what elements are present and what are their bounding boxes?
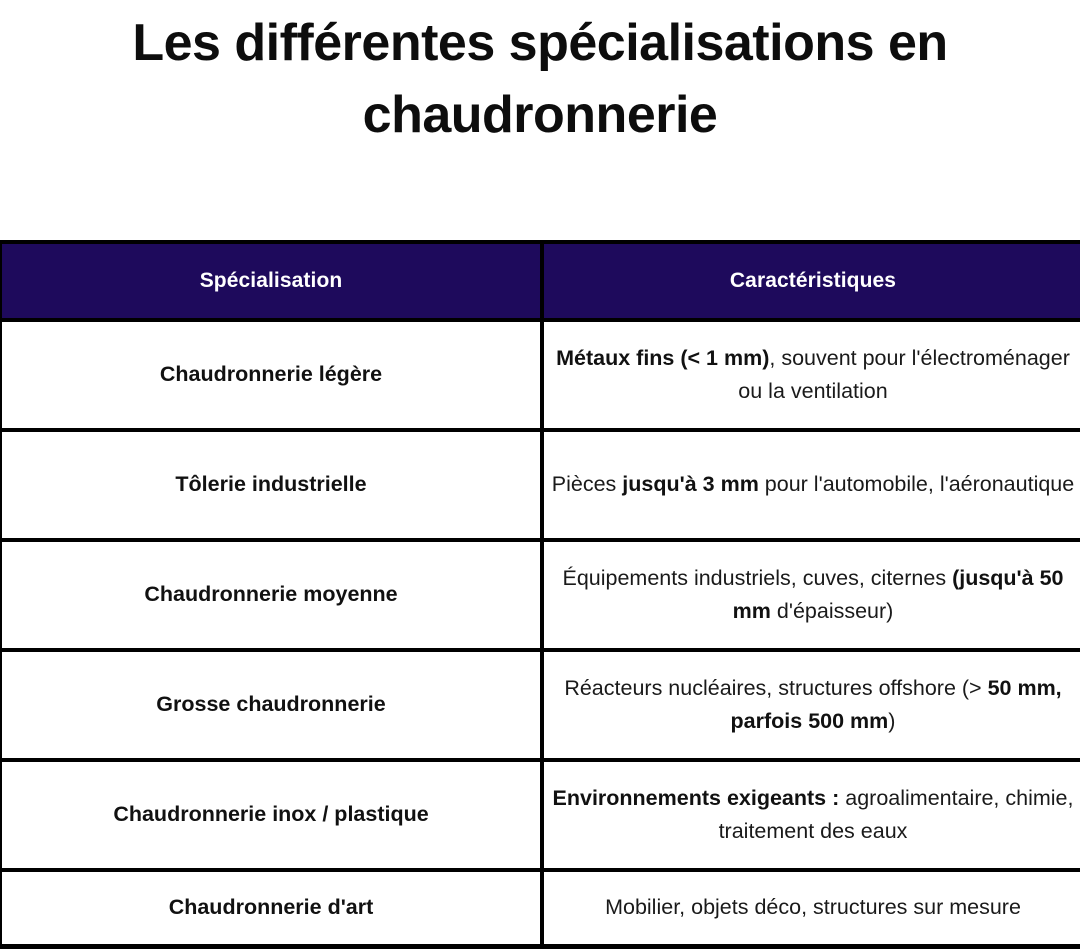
cell-specialisation: Chaudronnerie moyenne [0, 540, 542, 650]
cell-caracteristiques [542, 760, 1080, 870]
cell-specialisation: Chaudronnerie inox / plastique [0, 760, 542, 870]
emphasis-text: 50 mm, parfois 500 mm [730, 675, 1062, 733]
plain-text: ) [888, 709, 896, 733]
specializations-table-container [0, 240, 1080, 949]
table-row [0, 760, 1080, 870]
cell-caracteristiques [542, 430, 1080, 540]
plain-text: , souvent pour l'électroménager ou la ventilation [738, 345, 1070, 403]
plain-text: Réacteurs nucléaires, structures offshore (> [564, 675, 988, 700]
table-header [0, 242, 1080, 320]
cell-caracteristiques [542, 540, 1080, 650]
plain-text: Pièces [551, 472, 623, 497]
cell-caracteristiques [542, 650, 1080, 760]
emphasis-text: (jusqu'à 50 mm [732, 565, 1064, 623]
cell-specialisation: Chaudronnerie légère [0, 320, 542, 430]
column-header-specialisation: Spécialisation [0, 242, 542, 320]
emphasis-text: jusqu'à 3 mm [622, 472, 759, 497]
plain-text: agroalimentaire, chimie, traitement des eaux [718, 785, 1074, 843]
cell-specialisation: Chaudronnerie d'art [0, 870, 542, 947]
cell-specialisation: Tôlerie industrielle [0, 430, 542, 540]
table-row [0, 320, 1080, 430]
plain-text: d'épaisseur) [770, 599, 894, 623]
table-body [0, 320, 1080, 947]
table-row [0, 540, 1080, 650]
table-header-row [0, 242, 1080, 320]
table-row [0, 650, 1080, 760]
column-header-caracteristiques: Caractéristiques [542, 242, 1080, 320]
cell-caracteristiques [542, 870, 1080, 947]
cell-caracteristiques [542, 320, 1080, 430]
plain-text: Mobilier, objets déco, structures sur mesure [605, 895, 1021, 920]
table-row [0, 870, 1080, 947]
specializations-table [0, 240, 1080, 949]
emphasis-text: Métaux fins (< 1 mm) [556, 345, 770, 370]
page-title: Les différentes spécialisations en chaudronnerie [132, 14, 948, 144]
table-row [0, 430, 1080, 540]
cell-specialisation: Grosse chaudronnerie [0, 650, 542, 760]
emphasis-text: Environnements exigeants : [552, 785, 840, 810]
plain-text: pour l'automobile, l'aéronautique [758, 472, 1075, 497]
plain-text: Équipements industriels, cuves, citernes [562, 565, 953, 590]
